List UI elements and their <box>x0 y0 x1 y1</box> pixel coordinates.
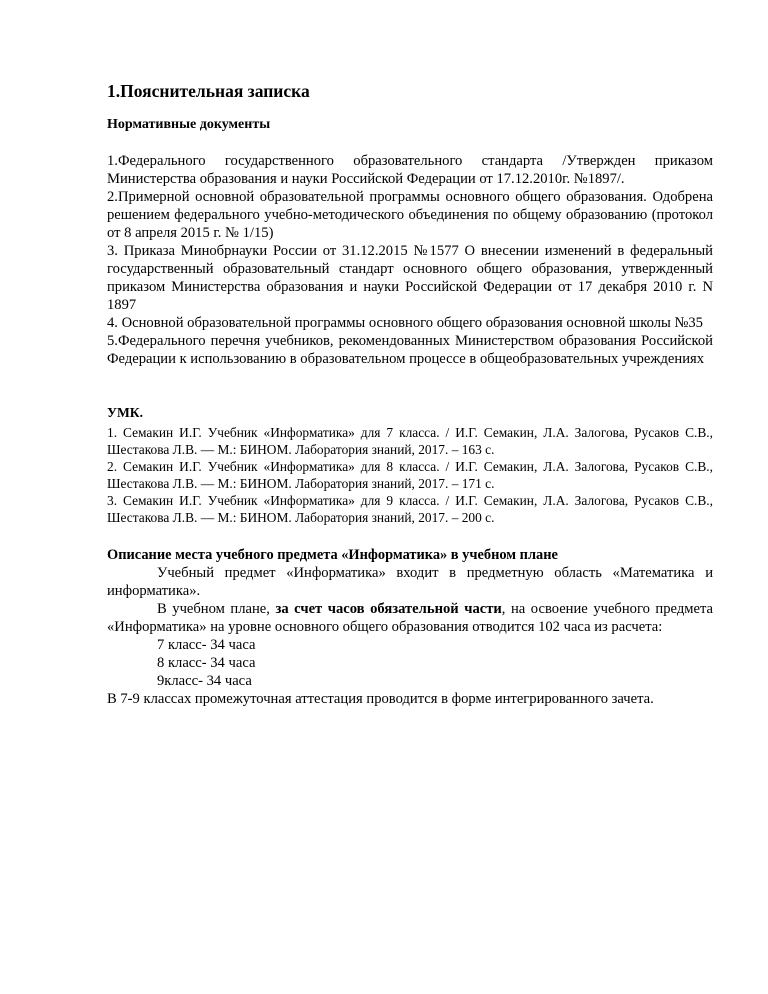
umk-item: 3. Семакин И.Г. Учебник «Информатика» для 9 класса. / И.Г. Семакин, Л.А. Залогова, Русаков С.В., Шестакова Л.В. — М.: БИНОМ. Лаборатория знаний, 2017. – 200 с. <box>107 493 713 525</box>
document-page <box>107 80 713 708</box>
page-title: 1.Пояснительная записка <box>107 81 310 101</box>
bold-phrase: за счет часов обязательной части <box>275 601 502 617</box>
hours-line: 8 класс- 34 часа <box>157 655 256 671</box>
paragraph-text: , на освоение учебного предмета «Информатика» на уровне основного общего образования отводится 102 часа из расчета: <box>107 601 713 635</box>
description-paragraph: Учебный предмет «Информатика» входит в предметную область «Математика и информатика». <box>107 565 713 599</box>
hours-line: 7 класс- 34 часа <box>157 637 256 653</box>
hours-line: 9класс- 34 часа <box>157 673 252 689</box>
attestation-note: В 7-9 классах промежуточная аттестация проводится в форме интегрированного зачета. <box>107 691 654 707</box>
umk-item: 2. Семакин И.Г. Учебник «Информатика» для 8 класса. / И.Г. Семакин, Л.А. Залогова, Русаков С.В., Шестакова Л.В. — М.: БИНОМ. Лаборатория знаний, 2017. – 171 с. <box>107 459 713 491</box>
umk-item: 1. Семакин И.Г. Учебник «Информатика» для 7 класса. / И.Г. Семакин, Л.А. Залогова, Русаков С.В., Шестакова Л.В. — М.: БИНОМ. Лаборатория знаний, 2017. – 163 с. <box>107 425 713 457</box>
normative-heading: Нормативные документы <box>107 117 271 132</box>
normative-item: 4. Основной образовательной программы основного общего образования основной школы №35 <box>107 315 703 331</box>
normative-item: 5.Федерального перечня учебников, рекомендованных Министерством образования Российской Федерации к использованию в образовательном процессе в общеобразовательных учреждениях <box>107 333 713 367</box>
normative-item: 1.Федерального государственного образовательного стандарта /Утвержден приказом Министерства образования и науки Российской Федерации от 17.12.2010г. №1897/. <box>107 153 713 187</box>
description-heading: Описание места учебного предмета «Информатика» в учебном плане <box>107 547 558 563</box>
description-paragraph <box>107 600 713 636</box>
normative-item: 2.Примерной основной образовательной программы основного общего образования. Одобрена решением федерального учебно-методического объединения по общему образованию (протокол от 8 апреля 2015 г. № 1/15) <box>107 189 713 241</box>
umk-heading: УМК. <box>107 405 144 420</box>
normative-item: 3. Приказа Минобрнауки России от 31.12.2015 №1577 О внесении изменений в федеральный государственный образовательный стандарт основного общего образования, утвержденный приказом Министерства образования и науки Российской Федерации от 17 декабря 2010 г. N 1897 <box>107 243 713 313</box>
paragraph-text: В учебном плане, <box>157 601 276 617</box>
